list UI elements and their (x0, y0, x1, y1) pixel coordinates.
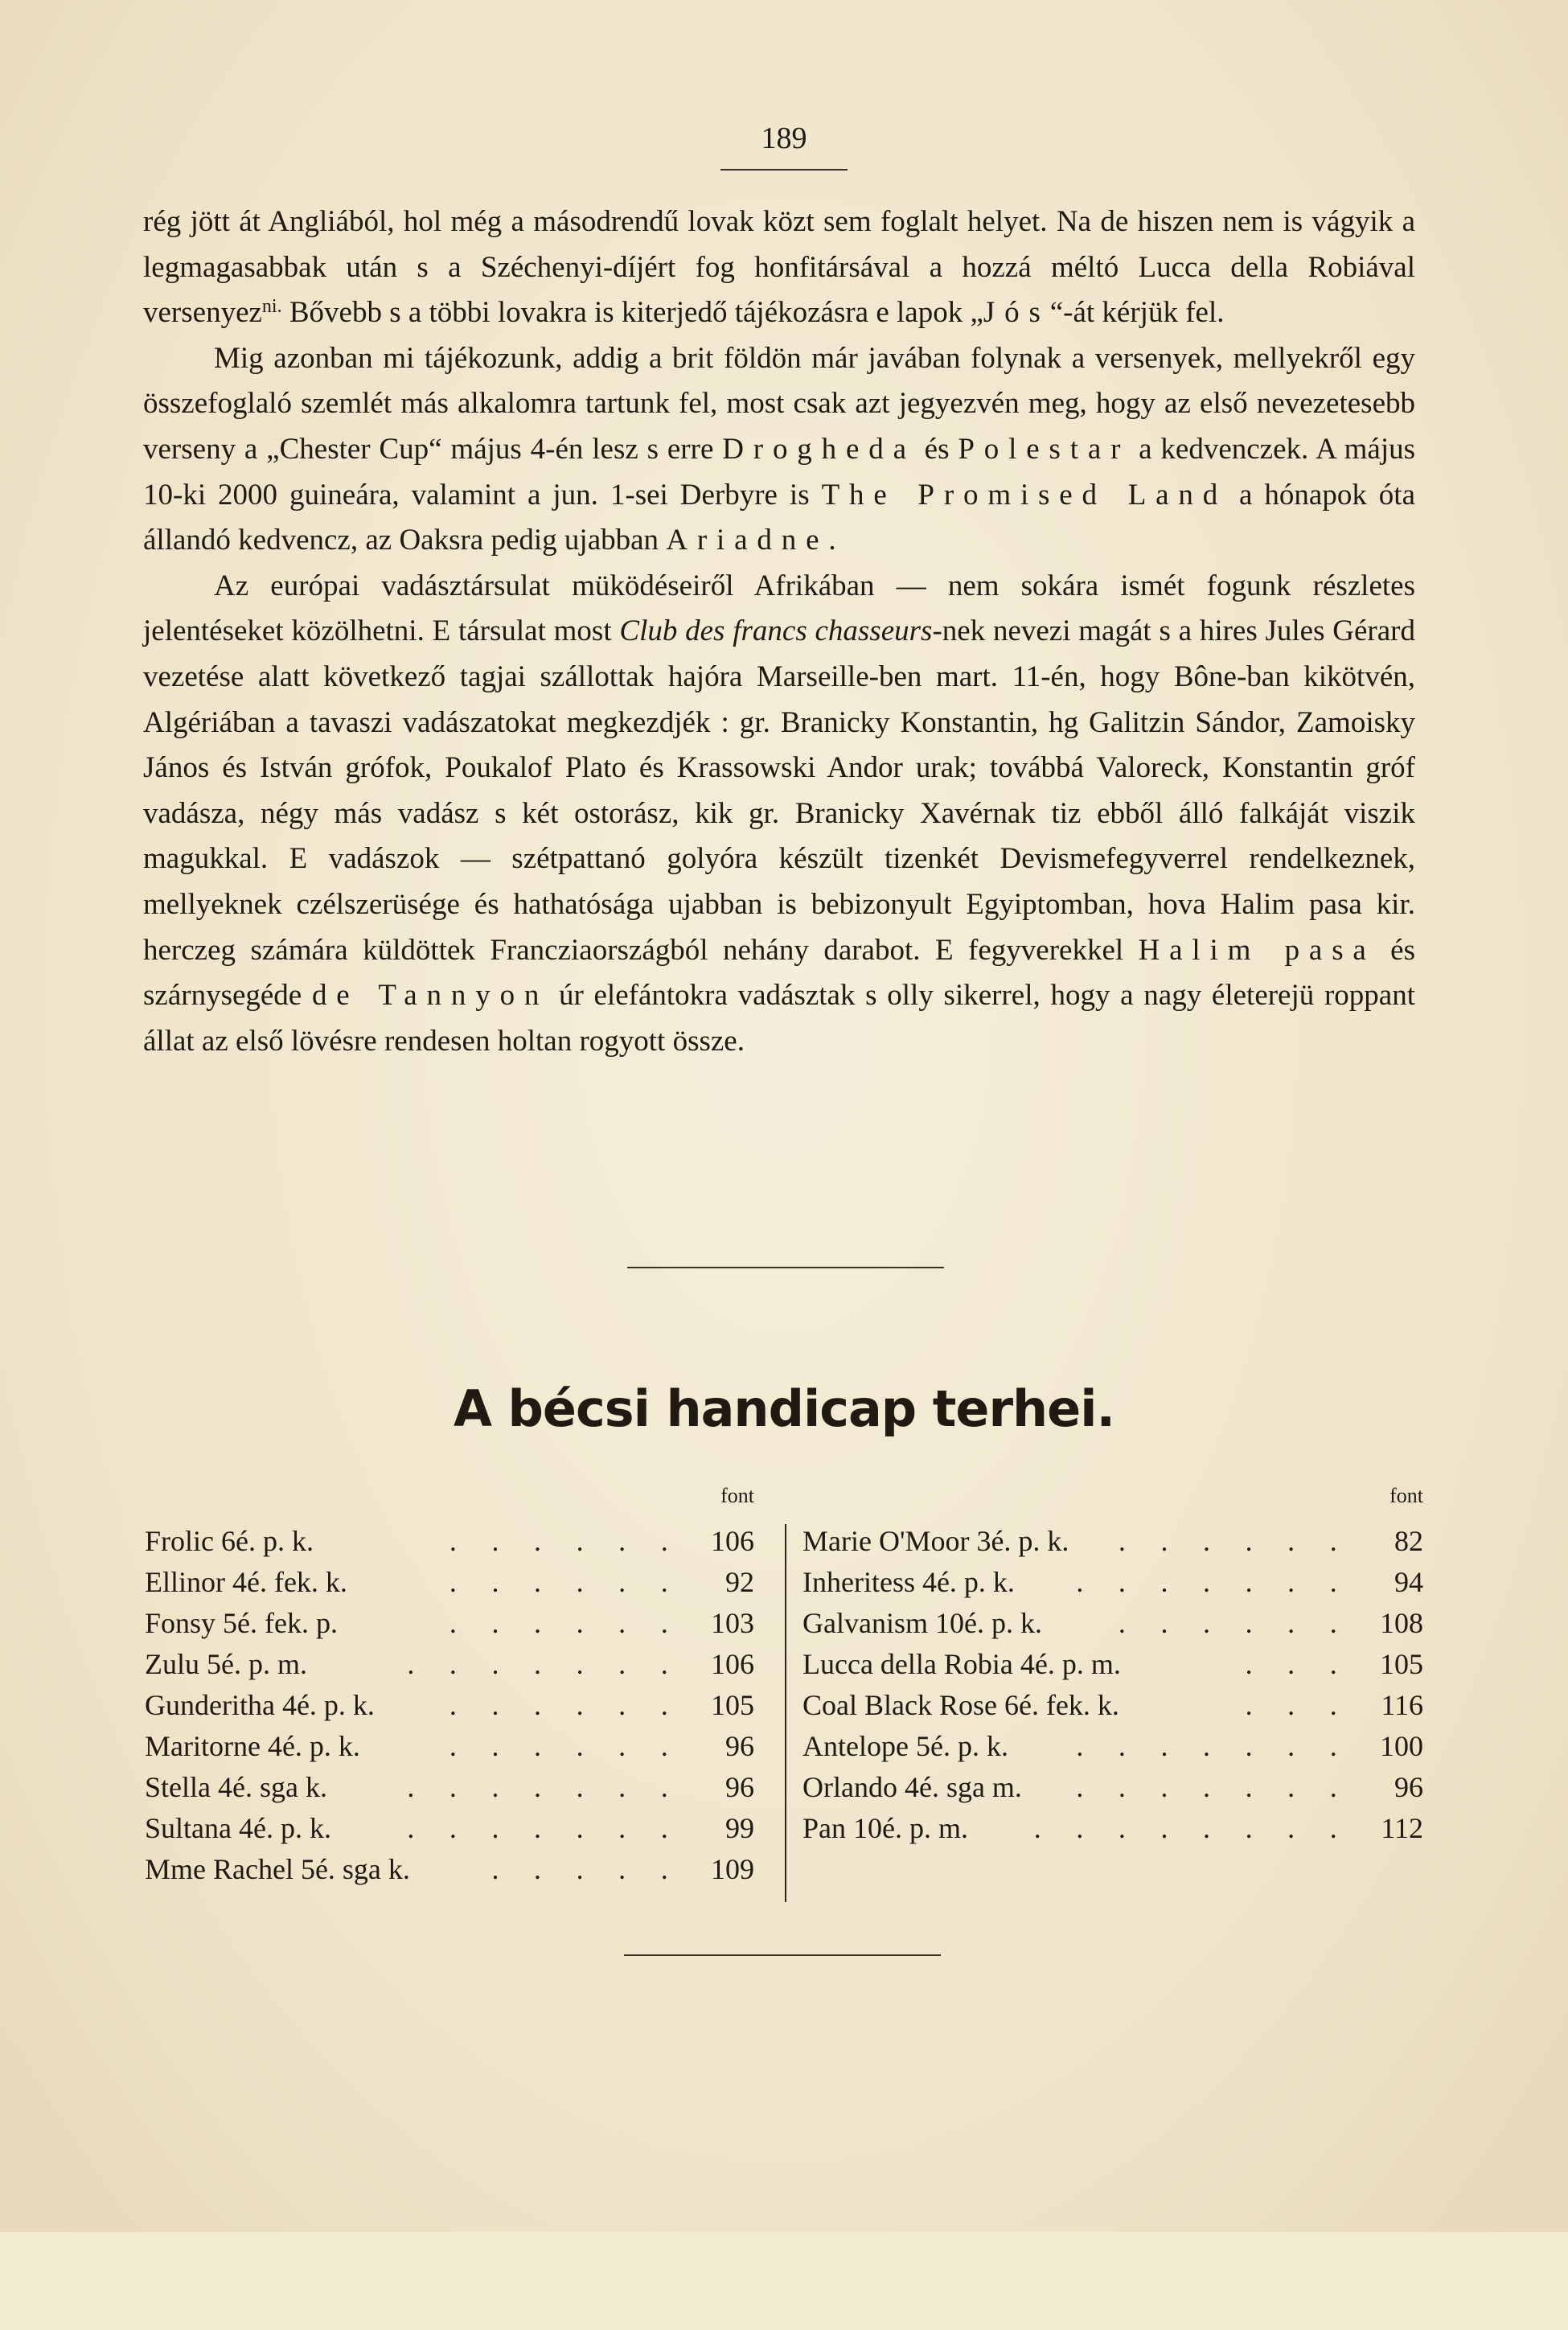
handicap-row (145, 1603, 754, 1644)
text-run: “-át kérjük fel. (1049, 296, 1225, 330)
horse-name: Pan 10é. p. m. (802, 1812, 968, 1844)
handicap-row (145, 1685, 754, 1726)
leader-dots: . . . . . . (449, 1607, 682, 1639)
page-number: 189 (761, 121, 807, 155)
text-run: Bővebb s a többi lovakra is kiterjedő tájékozásra e lapok „ (281, 296, 983, 330)
weight-value: 94 (1394, 1566, 1423, 1598)
leader-dots: . . . . . . . (407, 1648, 682, 1680)
paragraph (143, 199, 1415, 336)
section-heading: A bécsi handicap terhei. (453, 1379, 1115, 1438)
text-run: Az európai vadásztársulat müködéseiről Afrikában — nem sokára ismét fogunk részletes jelentéseket közölhetni. E társulat most (143, 569, 1415, 648)
weight-value: 105 (711, 1689, 754, 1721)
text-run: Mig azonban mi tájékozunk, addig a brit földön már javában folynak a versenyek, mellyekről egy összefoglaló szemlét más alkalomra tartunk fel, most csak azt jegyezvén meg, hogy az első nevezetesebb verseny a „Chester Cup“ május 4-én lesz s erre (143, 341, 1415, 466)
leader-dots: . . . . . . (449, 1566, 682, 1598)
leader-dots: . . . . . . (1118, 1607, 1351, 1639)
italic-text: Club des francs chasseurs (619, 614, 933, 648)
weight-value: 96 (1394, 1771, 1423, 1803)
spaced-name: The Promised Land (821, 478, 1228, 512)
leader-dots: . . . . . . (1118, 1525, 1351, 1557)
horse-name: Maritorne 4é. p. k. (145, 1730, 360, 1762)
spaced-name: Ariadne (666, 524, 829, 557)
handicap-row (145, 1521, 754, 1562)
handicap-row (145, 1767, 754, 1808)
spaced-name: Drogheda (722, 432, 916, 466)
leader-dots: . . . . . . . (1076, 1730, 1351, 1762)
weight-value: 106 (711, 1648, 754, 1680)
superscript-text: ni. (261, 296, 282, 318)
horse-name: Galvanism 10é. p. k. (802, 1607, 1042, 1639)
weight-value: 116 (1381, 1689, 1423, 1721)
horse-name: Mme Rachel 5é. sga k. (145, 1853, 410, 1885)
weight-value: 92 (725, 1566, 754, 1598)
weight-value: 82 (1394, 1525, 1423, 1557)
leader-dots: . . . (1245, 1648, 1351, 1680)
handicap-row (802, 1685, 1423, 1726)
handicap-row (145, 1726, 754, 1767)
horse-name: Fonsy 5é. fek. p. (145, 1607, 338, 1639)
weight-value: 96 (725, 1730, 754, 1762)
handicap-row (802, 1603, 1423, 1644)
leader-dots: . . . . . . (449, 1689, 682, 1721)
weight-value: 103 (711, 1607, 754, 1639)
weight-value: 109 (711, 1853, 754, 1885)
handicap-row (145, 1849, 754, 1890)
text-run: -nek nevezi magát s a hires Jules Gérard vezetése alatt következő tagjai szállottak hajóra Marseille-ben mart. 11-én, hogy Bône-ban kikötvén, Algériában a tavaszi vadászatokat megkezdjék : gr. Branicky Konstantin, hg Galitzin Sándor, Zamoisky János és István grófok, Poukalof Plato és Krassowski Andor urak; továbbá Valoreck, Konstantin gróf vadásza, négy más vadász s két ostorász, kik gr. Branicky Xavérnak tiz ebből álló falkáját viszik magukkal. E vadászok — szétpattanó golyóra készült tizenkét Devismefegyverrel rendelkeznek, mellyeknek czélszerüsége és hathatósága ujabban is bebizonyult Egyiptomban, hova Halim pasa kir. herczeg számára küldöttek Francziaországból nehány darabot. E fegyverekkel (143, 614, 1415, 967)
unit-label: font (720, 1484, 754, 1507)
handicap-row (802, 1562, 1423, 1603)
horse-name: Stella 4é. sga k. (145, 1771, 327, 1803)
text-run: rég jött át Angliából, hol még a másodrendű lovak közt sem foglalt helyet. Na de hiszen nem is vágyik a legmagasabbak után s a Széchenyi-díjért fog honfitársával a hozzá méltó Lucca della Robiával versenyez (143, 205, 1415, 330)
leader-dots: . . . . . . . (407, 1812, 682, 1844)
leader-dots: . . . . . . . . (1033, 1812, 1351, 1844)
horse-name: Sultana 4é. p. k. (145, 1812, 331, 1844)
horse-name: Zulu 5é. p. m. (145, 1648, 307, 1680)
horse-name: Inheritess 4é. p. k. (802, 1566, 1015, 1598)
unit-label: font (1389, 1484, 1423, 1507)
text-run: és (915, 432, 958, 466)
leader-dots: . . . . . (491, 1853, 682, 1885)
text-run: . (828, 524, 836, 557)
horse-name: Gunderitha 4é. p. k. (145, 1689, 375, 1721)
section-divider (627, 1267, 944, 1268)
horse-name: Antelope 5é. p. k. (802, 1730, 1008, 1762)
handicap-row (145, 1808, 754, 1849)
closing-divider (624, 1954, 941, 1956)
horse-name: Lucca della Robia 4é. p. m. (802, 1648, 1121, 1680)
weight-value: 100 (1380, 1730, 1423, 1762)
paragraph (143, 336, 1415, 564)
leader-dots: . . . (1245, 1689, 1351, 1721)
handicap-row (145, 1644, 754, 1685)
handicap-row (802, 1521, 1423, 1562)
weight-value: 99 (725, 1812, 754, 1844)
article-body (143, 199, 1415, 1064)
column-divider (785, 1524, 786, 1902)
leader-dots: . . . . . . . (1076, 1566, 1351, 1598)
text-run: és szárnysegéde (143, 933, 1415, 1013)
horse-name: Frolic 6é. p. k. (145, 1525, 314, 1557)
leader-dots: . . . . . . . (407, 1771, 682, 1803)
spaced-name: de Tannyon (311, 979, 549, 1013)
spaced-name: Polestar (958, 432, 1131, 466)
text-run: a hónapok óta állandó kedvencz, az Oaksra pedig ujabban (143, 478, 1416, 557)
weight-value: 105 (1380, 1648, 1423, 1680)
weight-value: 106 (711, 1525, 754, 1557)
horse-name: Orlando 4é. sga m. (802, 1771, 1022, 1803)
horse-name: Ellinor 4é. fek. k. (145, 1566, 347, 1598)
spaced-name: Halim pasa (1138, 933, 1376, 967)
leader-dots: . . . . . . (449, 1525, 682, 1557)
weight-value: 112 (1381, 1812, 1423, 1844)
leader-dots: . . . . . . . (1076, 1771, 1351, 1803)
weight-value: 108 (1380, 1607, 1423, 1639)
handicap-row (145, 1562, 754, 1603)
text-run: a kedvenczek. A május 10-ki 2000 guineára, valamint a jun. 1-sei Derbyre is (143, 432, 1415, 512)
handicap-row (802, 1808, 1423, 1849)
handicap-row (802, 1726, 1423, 1767)
horse-name: Marie O'Moor 3é. p. k. (802, 1525, 1069, 1557)
text-run: úr elefántokra vadásztak s olly sikerrel, hogy a nagy életerejü roppant állat az első lövésre rendesen holtan rogyott össze. (143, 979, 1415, 1058)
horse-name: Coal Black Rose 6é. fek. k. (802, 1689, 1119, 1721)
paragraph (143, 564, 1415, 1065)
handicap-row (802, 1644, 1423, 1685)
spaced-name: Jós (983, 296, 1050, 330)
handicap-row (802, 1767, 1423, 1808)
handicap-table (145, 1484, 1423, 2330)
weight-value: 96 (725, 1771, 754, 1803)
page-number-rule (720, 169, 848, 171)
leader-dots: . . . . . . (449, 1730, 682, 1762)
